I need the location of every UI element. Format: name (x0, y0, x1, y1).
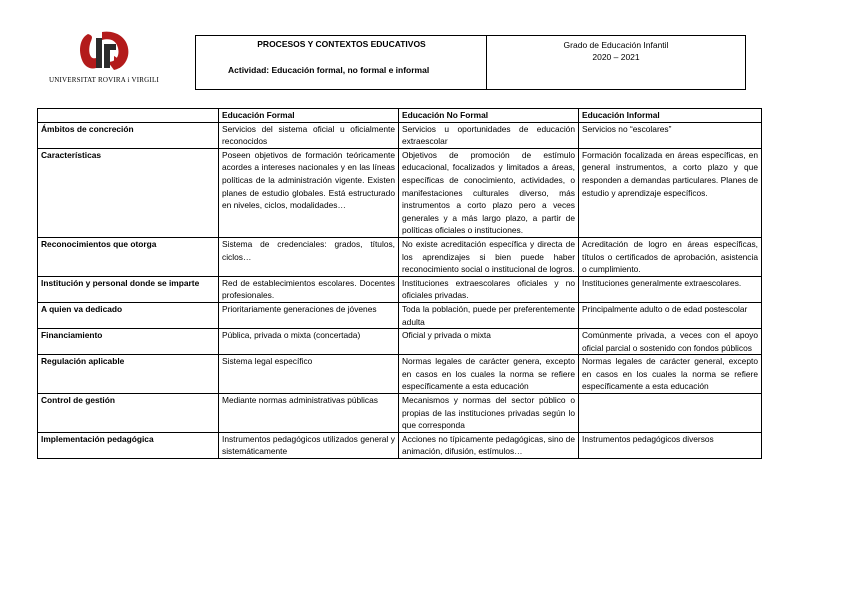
urv-emblem-icon (74, 28, 136, 74)
row-header: Regulación aplicable (38, 355, 219, 394)
table-row (38, 122, 762, 148)
table-header-row (38, 109, 762, 123)
table-cell: Instrumentos pedagógicos diversos (579, 432, 762, 458)
corner-cell (38, 109, 219, 123)
table-cell: Acreditación de logro en áreas específicas, títulos o certificados de aprobación, asistencia o cumplimiento. (579, 237, 762, 276)
university-logo (40, 28, 168, 88)
table-row (38, 355, 762, 394)
row-header: Ámbitos de concreción (38, 122, 219, 148)
table-cell: Instituciones generalmente extraescolares. (579, 276, 762, 302)
row-header: Financiamiento (38, 329, 219, 355)
column-header-formal: Educación Formal (219, 109, 399, 123)
course-title: PROCESOS Y CONTEXTOS EDUCATIVOS (257, 39, 426, 49)
table-cell: Sistema de credenciales: grados, títulos, ciclos… (219, 237, 399, 276)
course-header-left (196, 36, 487, 89)
degree-name: Grado de Educación Infantil (563, 40, 669, 50)
table-row (38, 329, 762, 355)
table-cell: Servicios no “escolares” (579, 122, 762, 148)
table-cell: Normas legales de carácter general, excepto en casos en los cuales la norma se refiere específicamente a esta educación (579, 355, 762, 394)
table-row (38, 237, 762, 276)
column-header-informal: Educación Informal (579, 109, 762, 123)
table-cell: Mediante normas administrativas públicas (219, 394, 399, 433)
row-header: Reconocimientos que otorga (38, 237, 219, 276)
table-row (38, 432, 762, 458)
row-header: A quien va dedicado (38, 302, 219, 328)
row-header: Institución y personal donde se imparte (38, 276, 219, 302)
table-cell: Formación focalizada en áreas específicas, en general instrumentos, a corto plazo y que responden a demandas particulares. Planes de estudio y aprendizaje específicos. (579, 148, 762, 237)
table-cell: Acciones no típicamente pedagógicas, sino de animación, difusión, estímulos… (399, 432, 579, 458)
table-cell: Normas legales de carácter genera, excepto en casos en los cuales la norma se refiere específicamente a esta educación (399, 355, 579, 394)
table-cell: No existe acreditación específica y directa de los aprendizajes si bien puede haber reconocimiento social o institucional de logros. (399, 237, 579, 276)
table-cell: Objetivos de promoción de estímulo educacional, focalizados y limitados a áreas, específicas de conocimiento, actividades, o manifestaciones culturales diverso, más instrumentos a corto plazo pero a veces generales y a más largo plazo, a partir de políticas oficiales o instituciones. (399, 148, 579, 237)
row-header: Control de gestión (38, 394, 219, 433)
table-cell: Instrumentos pedagógicos utilizados general y sistemáticamente (219, 432, 399, 458)
table-cell: Pública, privada o mixta (concertada) (219, 329, 399, 355)
table-cell: Toda la población, puede per preferentemente adulta (399, 302, 579, 328)
table-row (38, 302, 762, 328)
table-cell: Mecanismos y normas del sector público o propias de las instituciones privadas según lo que corresponda (399, 394, 579, 433)
row-header: Implementación pedagógica (38, 432, 219, 458)
table-cell: Prioritariamente generaciones de jóvenes (219, 302, 399, 328)
table-row (38, 394, 762, 433)
table-cell: Comúnmente privada, a veces con el apoyo oficial parcial o sostenido con fondos públicos (579, 329, 762, 355)
table-cell: Servicios u oportunidades de educación extraescolar (399, 122, 579, 148)
table-row (38, 148, 762, 237)
course-header (195, 35, 746, 90)
comparison-table (37, 108, 762, 459)
table-cell: Instituciones extraescolares oficiales y no oficiales privadas. (399, 276, 579, 302)
table-cell: Sistema legal específico (219, 355, 399, 394)
table-row (38, 276, 762, 302)
university-name: UNIVERSITAT ROVIRA i VIRGILI (49, 76, 159, 84)
table-cell (579, 394, 762, 433)
column-header-no-formal: Educación No Formal (399, 109, 579, 123)
table-cell: Poseen objetivos de formación teóricamente acordes a intereses nacionales y en las líneas políticas de la administración vigente. Existen planes de estudio globales. Está estructurado en niveles, ciclos, modalidades… (219, 148, 399, 237)
row-header: Características (38, 148, 219, 237)
table-cell: Red de establecimientos escolares. Docentes profesionales. (219, 276, 399, 302)
table-cell: Servicios del sistema oficial u oficialmente reconocidos (219, 122, 399, 148)
academic-year: 2020 – 2021 (592, 52, 640, 62)
course-header-right (487, 39, 745, 63)
table-cell: Oficial y privada o mixta (399, 329, 579, 355)
table-cell: Principalmente adulto o de edad postescolar (579, 302, 762, 328)
activity-title: Actividad: Educación formal, no formal e informal (228, 65, 430, 75)
